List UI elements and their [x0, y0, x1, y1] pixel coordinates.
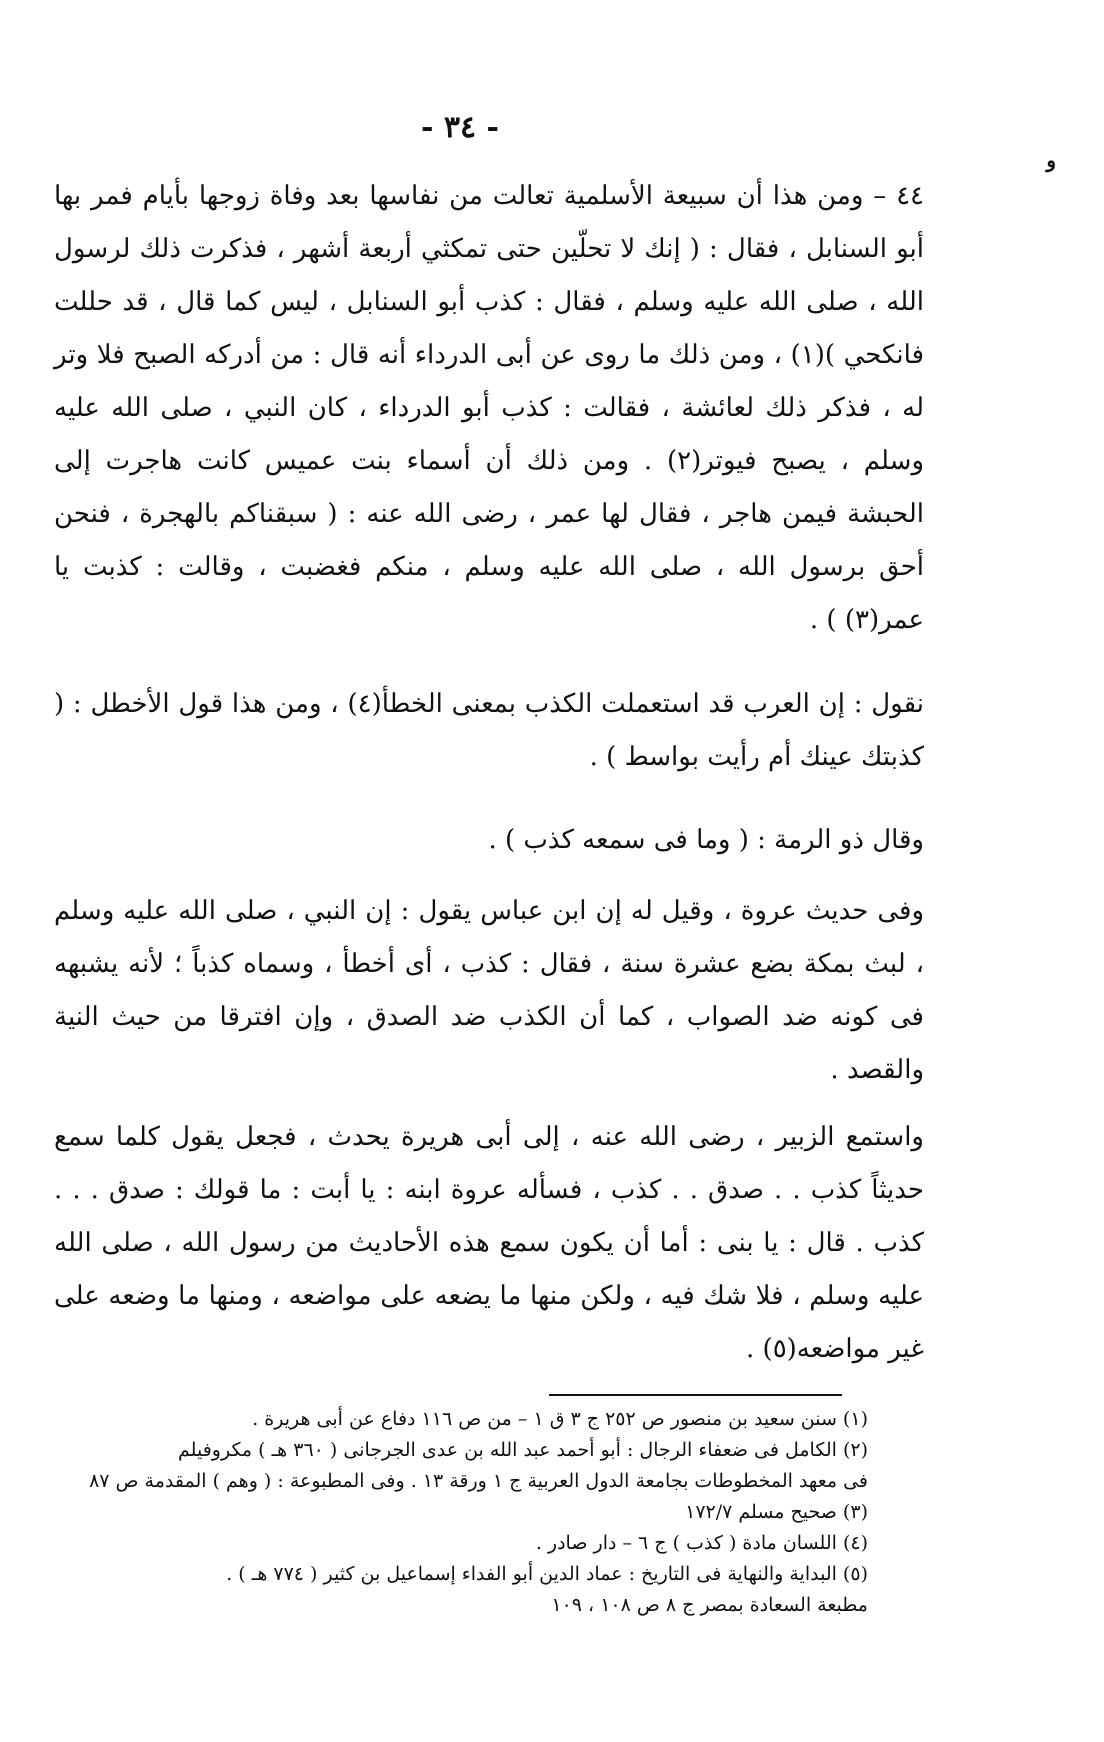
footnote-2-continued: فى معهد المخطوطات بجامعة الدول العربية ج ١ ورقة ١٣ . وفى المطبوعة : ( وهم ) المقدمة ص ٨٧ — [89, 1470, 868, 1492]
paragraph-naqul: نقول : إن العرب قد استعملت الكذب بمعنى الخطأ(٤) ، ومن هذا قول الأخطل : ( كذبتك عينك أم رأيت بواسط ) . — [54, 689, 924, 772]
footnote-4: (٤) اللسان مادة ( كذب ) ج ٦ – دار صادر . — [535, 1532, 868, 1554]
margin-mark: و — [1046, 148, 1056, 172]
footnote-separator — [549, 1394, 842, 1396]
paragraph-dhu-al-rumma: وقال ذو الرمة : ( وما فى سمعه كذب ) . — [488, 825, 924, 855]
main-text — [54, 170, 924, 1376]
footnotes — [38, 1404, 868, 1621]
page-number: - ٣٤ - — [420, 110, 500, 145]
paragraph-zubayr: واستمع الزبير ، رضى الله عنه ، إلى أبى هريرة يحدث ، فجعل يقول كلما سمع حديثاً كذب . . صدق . . كذب ، فسأله عروة ابنه : يا أبت : ما قولك : صدق . . . كذب . قال : يا بنى : أما أن يكون سمع هذه الأحاديث من رسول الله ، صلى الله عليه وسلم ، فلا شك فيه ، ولكن منها ما يضعه على مواضعه ، ومنها ما وضعه على غير مواضعه(٥) . — [54, 1122, 924, 1364]
paragraph-urwa-hadith: وفى حديث عروة ، وقيل له إن ابن عباس يقول : إن النبي ، صلى الله عليه وسلم ، لبث بمكة بضع عشرة سنة ، فقال : كذب ، أى أخطأ ، وسماه كذباً ؛ لأنه يشبهه فى كونه ضد الصواب ، كما أن الكذب ضد الصدق ، وإن افترقا من حيث النية والقصد . — [54, 896, 924, 1085]
footnote-3: (٣) صحيح مسلم ١٧٢/٧ — [685, 1501, 868, 1523]
footnote-5-continued: مطبعة السعادة بمصر ج ٨ ص ١٠٨ ، ١٠٩ — [551, 1594, 868, 1616]
footnote-5: (٥) البداية والنهاية فى التاريخ : عماد الدين أبو الفداء إسماعيل بن كثير ( ٧٧٤ هـ ) . — [226, 1563, 868, 1585]
paragraph-44: ٤٤ – ومن هذا أن سبيعة الأسلمية تعالت من نفاسها بعد وفاة زوجها بأيام فمر بها أبو السنابل ، فقال : ( إنك لا تحلّين حتى تمكثي أربعة أشهر ، فذكرت ذلك لرسول الله ، صلى الله عليه وسلم ، فقال : كذب أبو السنابل ، ليس كما قال ، قد حللت فانكحي )(١) ، ومن ذلك ما روى عن أبى الدرداء أنه قال : من أدركه الصبح فلا وتر له ، فذكر ذلك لعائشة ، فقالت : كذب أبو الدرداء ، كان النبي ، صلى الله عليه وسلم ، يصبح فيوتر(٢) . ومن ذلك أن أسماء بنت عميس كانت هاجرت إلى الحبشة فيمن هاجر ، فقال لها عمر ، رضى الله عنه : ( سبقناكم بالهجرة ، فنحن أحق برسول الله ، صلى الله عليه وسلم ، منكم فغضبت ، وقالت : كذبت يا عمر(٣) ) . — [54, 181, 925, 635]
footnote-2: (٢) الكامل فى ضعفاء الرجال : أبو أحمد عبد الله بن عدى الجرجانى ( ٣٦٠ هـ ) مكروفيلم — [178, 1439, 868, 1461]
footnote-1: (١) سنن سعيد بن منصور ص ٢٥٢ ج ٣ ق ١ – من ص ١١٦ دفاع عن أبى هريرة . — [252, 1408, 868, 1430]
